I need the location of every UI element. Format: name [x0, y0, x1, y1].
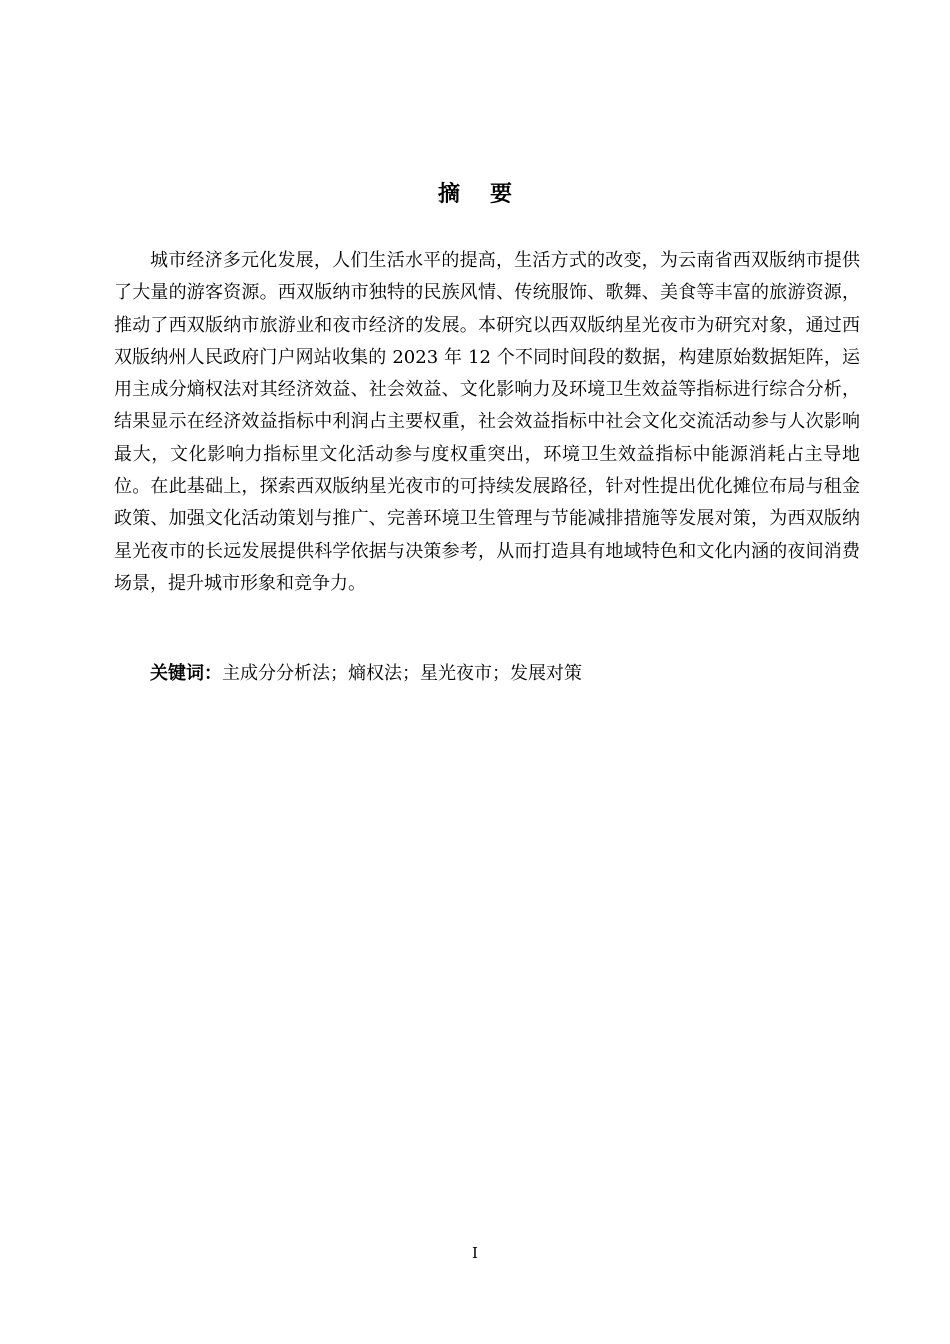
keywords-line [150, 659, 860, 689]
keywords-label: 关键词： [150, 663, 222, 684]
abstract-title: 摘要 [437, 182, 542, 207]
page-number: I [472, 1244, 478, 1262]
abstract-body: 城市经济多元化发展，人们生活水平的提高，生活方式的改变，为云南省西双版纳市提供了大量的游客资源。西双版纳市独特的民族风情、传统服饰、歌舞、美食等丰富的旅游资源，推动了西双版纳市旅游业和夜市经济的发展。本研究以西双版纳星光夜市为研究对象，通过西双版纳州人民政府门户网站收集的 2023 年 12 个不同时间段的数据，构建原始数据矩阵，运用主成分熵权法对其经济效益、社会效益、文化影响力及环境卫生效益等指标进行综合分析，结果显示在经济效益指标中利润占主要权重，社会效益指标中社会文化交流活动参与人次影响最大，文化影响力指标里文化活动参与度权重突出，环境卫生效益指标中能源消耗占主导地位。在此基础上，探索西双版纳星光夜市的可持续发展路径，针对性提出优化摊位布局与租金政策、加强文化活动策划与推广、完善环境卫生管理与节能减排措施等发展对策，为西双版纳星光夜市的长远发展提供科学依据与决策参考，从而打造具有地域特色和文化内涵的夜间消费场景，提升城市形象和竞争力。 [114, 250, 860, 594]
keywords-text: 主成分分析法；熵权法；星光夜市；发展对策 [222, 663, 582, 684]
